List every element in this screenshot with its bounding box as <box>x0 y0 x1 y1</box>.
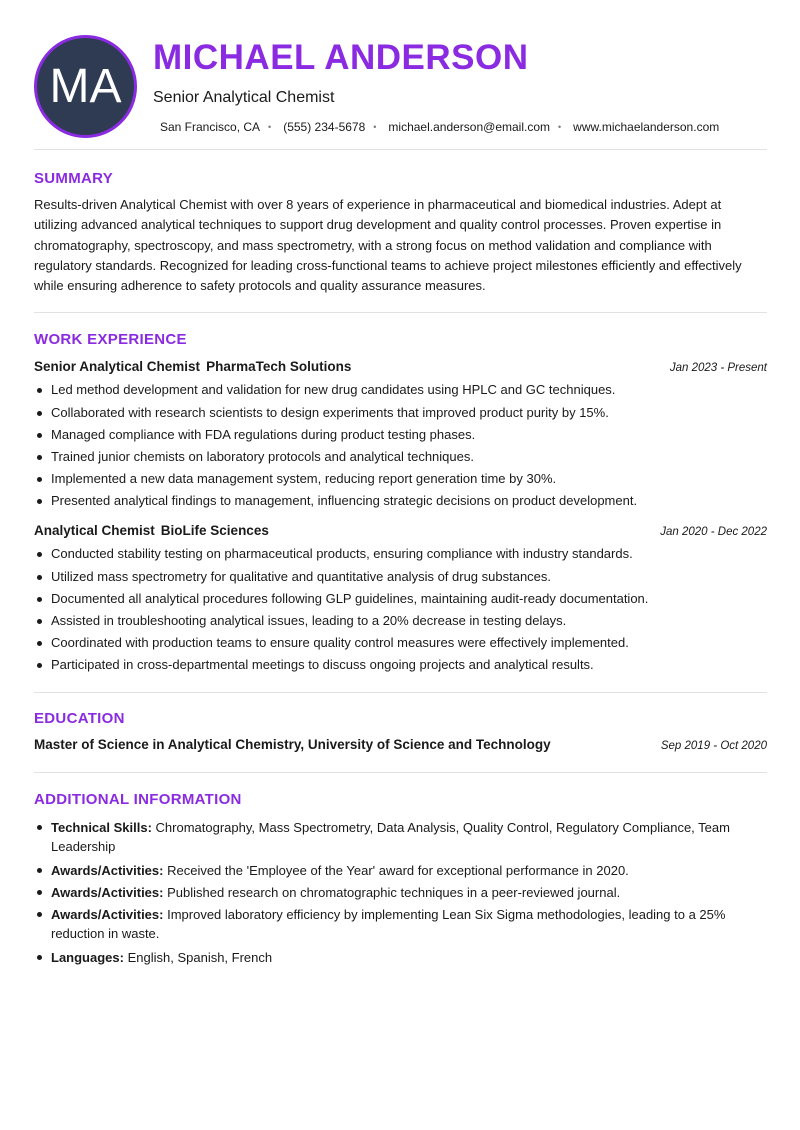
list-item: Utilized mass spectrometry for qualitative and quantitative analysis of drug substances. <box>34 568 767 586</box>
education-entry <box>34 737 767 752</box>
section-heading: WORK EXPERIENCE <box>34 331 187 349</box>
contact-separator: • <box>558 122 562 132</box>
info-label: Awards/Activities: <box>51 907 164 923</box>
job-bullets <box>34 381 767 510</box>
education-degree: Master of Science in Analytical Chemistry, University of Science and Technology <box>34 737 551 753</box>
list-item <box>34 818 767 856</box>
job-entry <box>34 359 767 510</box>
list-item <box>34 948 767 967</box>
info-label: Awards/Activities: <box>51 885 164 901</box>
additional-section <box>34 773 767 967</box>
summary-text: Results-driven Analytical Chemist with over 8 years of experience in pharmaceutical and biomedical industries. Adept at utilizing advanced analytical techniques to support drug development and quality control processes. Proven expertise in chromatography, spectroscopy, and mass spectrometry, with a strong focus on method validation and compliance with regulatory standards. Recognized for leading cross-functional teams to achieve project milestones efficiently and effectively while ensuring adherence to safety protocols and quality assurance measures. <box>34 197 742 294</box>
job-company: PharmaTech Solutions <box>206 359 352 375</box>
list-item <box>34 905 767 943</box>
summary-section <box>34 150 767 313</box>
info-label: Technical Skills: <box>51 820 152 836</box>
list-item <box>34 861 767 880</box>
list-item: Collaborated with research scientists to design experiments that improved product purity by 15%. <box>34 404 767 422</box>
job-title <box>34 359 351 374</box>
info-label: Languages: <box>51 950 124 966</box>
experience-section <box>34 313 767 693</box>
list-item: Conducted stability testing on pharmaceutical products, ensuring compliance with industry standards. <box>34 545 767 563</box>
job-bullets <box>34 545 767 674</box>
info-text: Received the 'Employee of the Year' award for exceptional performance in 2020. <box>167 863 629 879</box>
candidate-title: Senior Analytical Chemist <box>153 89 335 106</box>
contact-location: San Francisco, CA <box>160 120 261 134</box>
info-text: English, Spanish, French <box>127 950 273 966</box>
job-header <box>34 359 767 374</box>
contact-separator: • <box>268 122 272 132</box>
job-company: BioLife Sciences <box>160 523 269 539</box>
list-item: Managed compliance with FDA regulations during product testing phases. <box>34 426 767 444</box>
contact-info <box>160 120 719 134</box>
section-heading: EDUCATION <box>34 710 125 728</box>
list-item: Coordinated with production teams to ensure quality control measures were effectively implemented. <box>34 634 767 652</box>
job-dates: Jan 2023 - Present <box>669 362 767 375</box>
job-header <box>34 523 767 538</box>
list-item <box>34 883 767 902</box>
list-item: Trained junior chemists on laboratory protocols and analytical techniques. <box>34 448 767 466</box>
contact-phone: (555) 234-5678 <box>283 120 366 134</box>
job-entry <box>34 523 767 674</box>
list-item: Presented analytical findings to management, influencing strategic decisions on product development. <box>34 492 767 510</box>
contact-email[interactable]: michael.anderson@email.com <box>388 120 551 134</box>
list-item: Led method development and validation for new drug candidates using HPLC and GC techniques. <box>34 381 767 399</box>
section-heading: SUMMARY <box>34 170 114 187</box>
section-heading: ADDITIONAL INFORMATION <box>34 791 242 809</box>
info-text: Improved laboratory efficiency by implementing Lean Six Sigma methodologies, leading to a 25% reduction in waste. <box>51 907 726 942</box>
job-role: Analytical Chemist <box>34 523 155 539</box>
avatar-initials: MA <box>49 60 122 113</box>
education-section <box>34 693 767 773</box>
job-role: Senior Analytical Chemist <box>34 359 201 375</box>
contact-separator: • <box>373 122 377 132</box>
list-item: Documented all analytical procedures following GLP guidelines, maintaining audit-ready documentation. <box>34 590 767 608</box>
education-dates: Sep 2019 - Oct 2020 <box>660 740 767 753</box>
info-text: Published research on chromatographic techniques in a peer-reviewed journal. <box>167 885 621 901</box>
list-item: Implemented a new data management system, reducing report generation time by 30%. <box>34 470 767 488</box>
contact-website[interactable]: www.michaelanderson.com <box>573 120 720 134</box>
list-item: Assisted in troubleshooting analytical issues, leading to a 20% decrease in testing delays. <box>34 612 767 630</box>
avatar <box>34 35 137 138</box>
candidate-name: MICHAEL ANDERSON <box>153 38 529 77</box>
job-title <box>34 523 269 538</box>
info-text: Chromatography, Mass Spectrometry, Data Analysis, Quality Control, Regulatory Compliance, Team Leadership <box>51 820 730 855</box>
additional-list <box>34 818 767 967</box>
job-dates: Jan 2020 - Dec 2022 <box>660 526 767 539</box>
list-item: Participated in cross-departmental meetings to discuss ongoing projects and analytical results. <box>34 656 767 674</box>
info-label: Awards/Activities: <box>51 863 164 879</box>
resume-header <box>34 0 767 150</box>
